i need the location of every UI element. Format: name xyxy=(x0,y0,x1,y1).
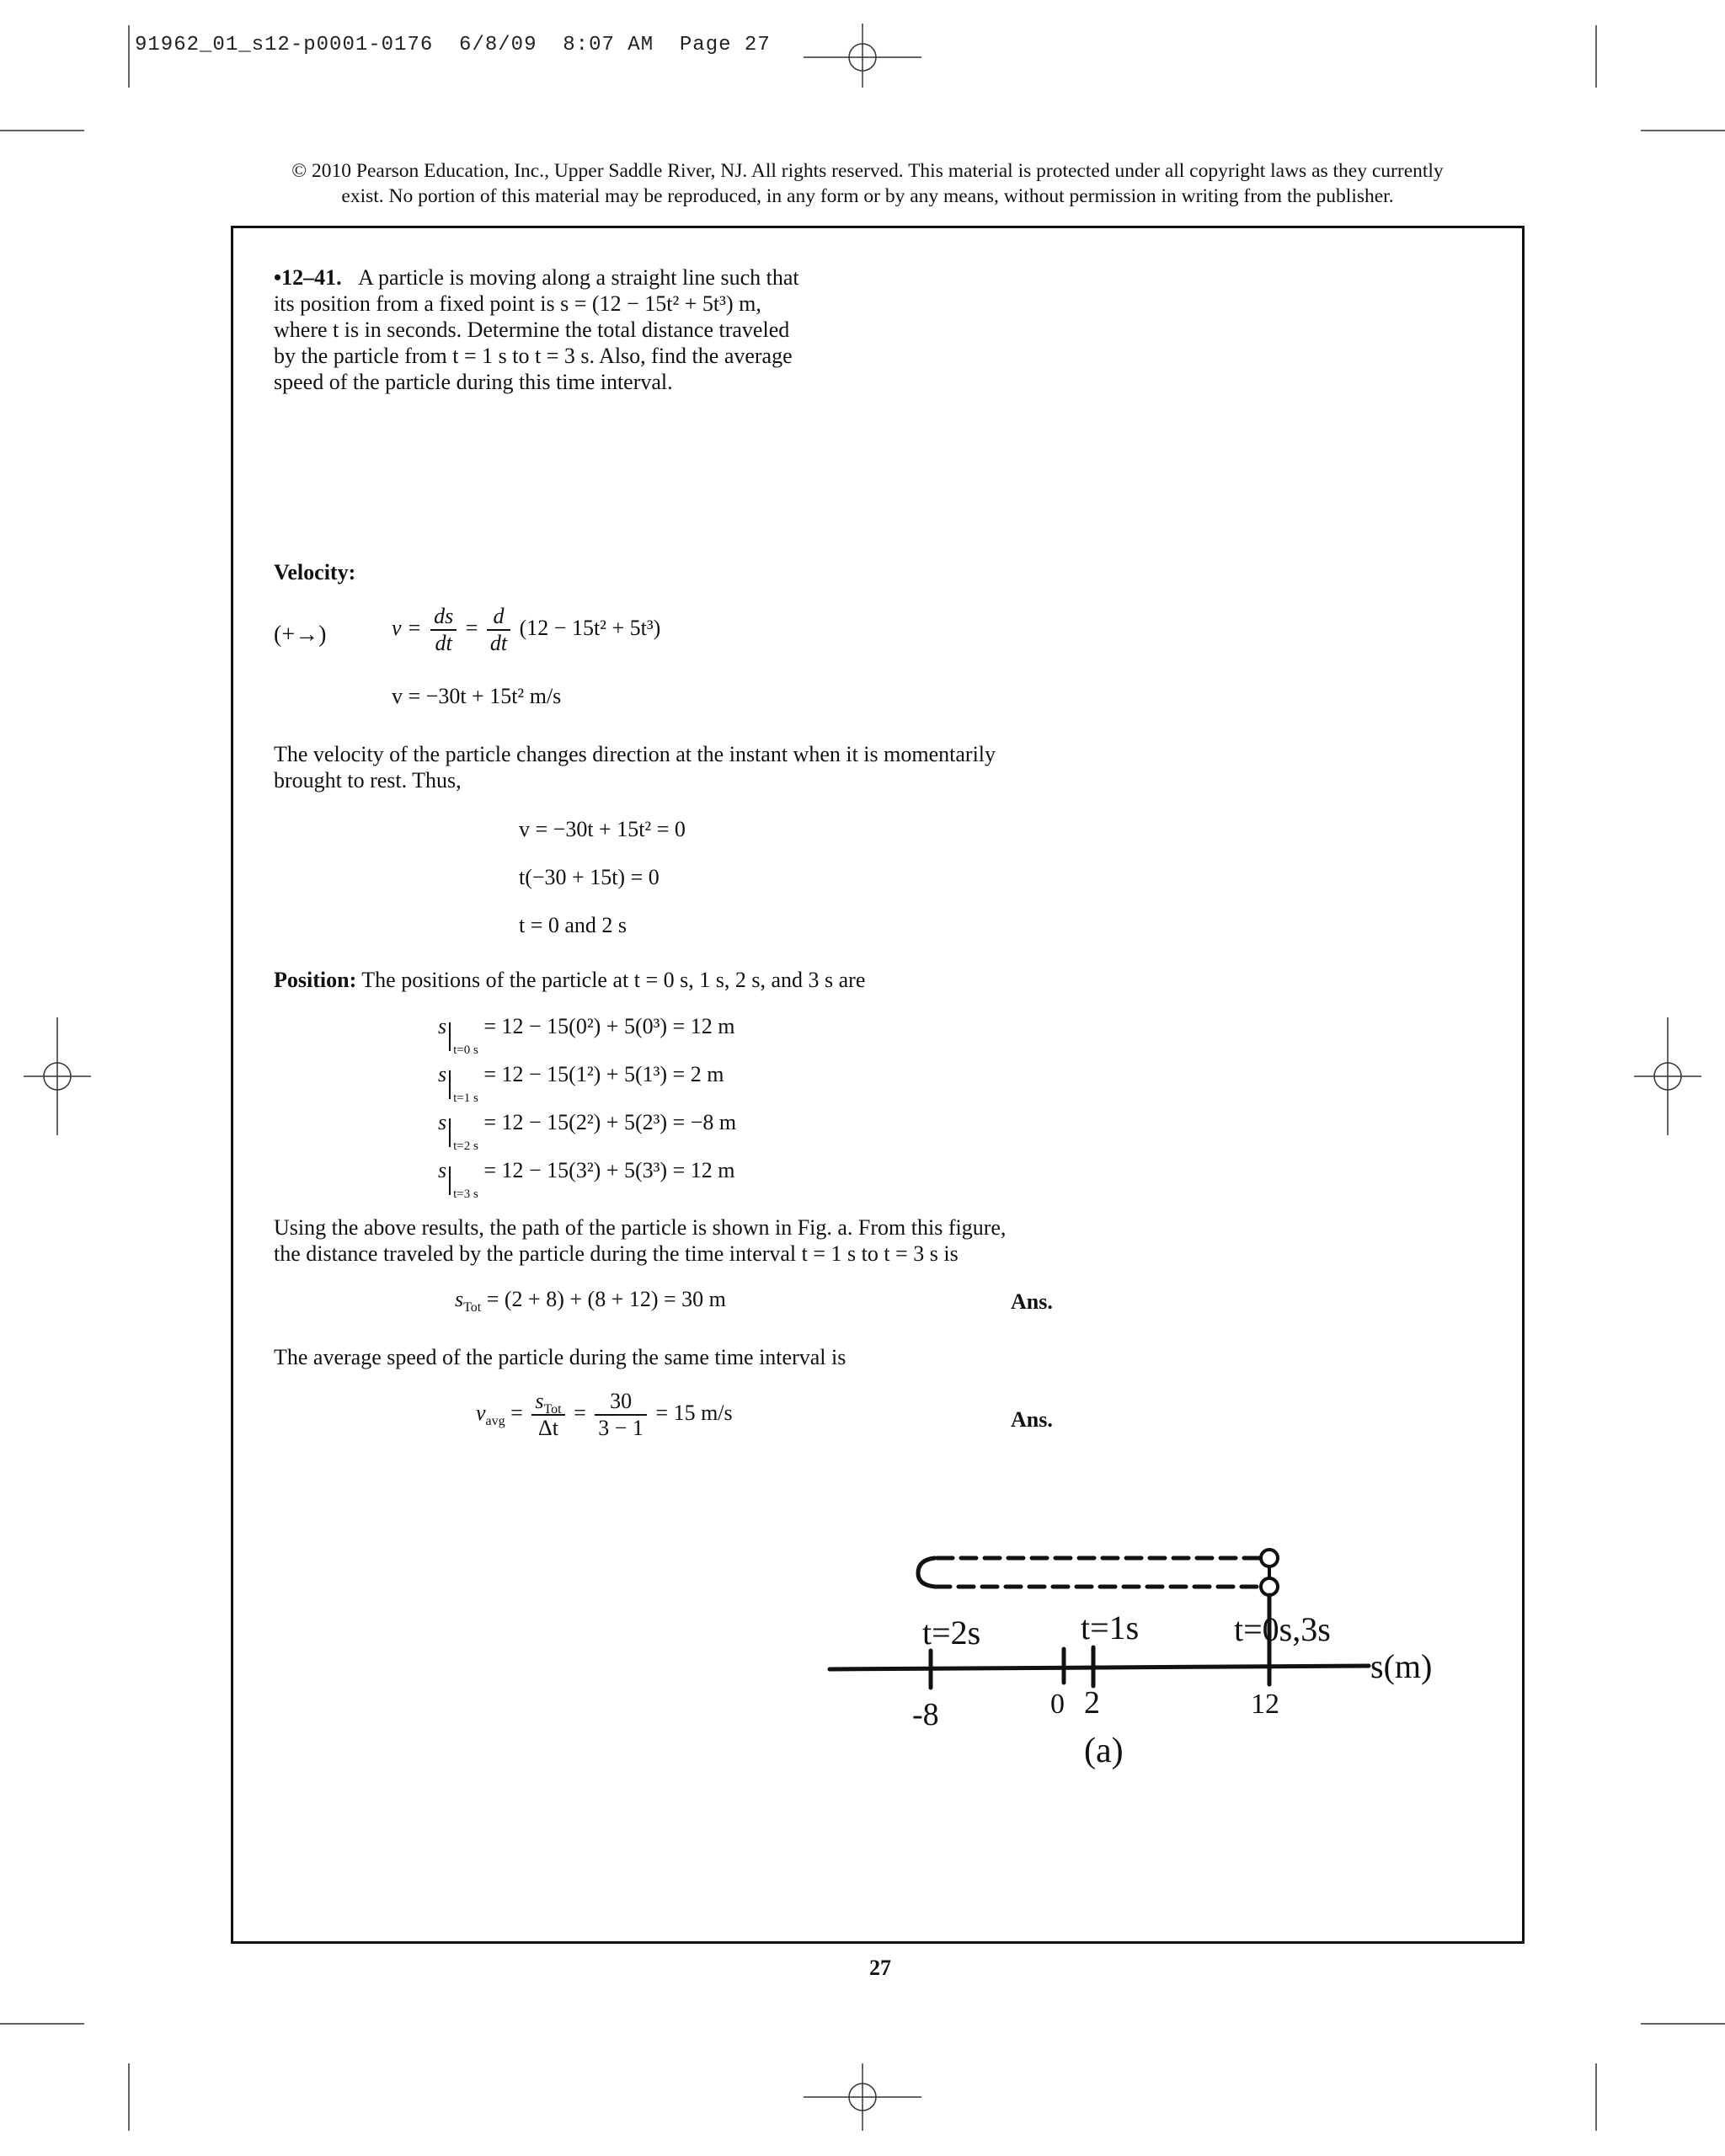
s-symbol: s xyxy=(438,1110,447,1134)
eq1-equals: = xyxy=(465,615,478,640)
position-intro-text: The positions of the particle at t = 0 s, 1 s, 2 s, and 3 s are xyxy=(361,968,866,992)
problem-line-1-text: A particle is moving along a straight line such that xyxy=(358,265,799,290)
fraction-numerator: ds xyxy=(430,605,457,631)
speed-intro: The average speed of the particle during the same time interval is xyxy=(274,1345,846,1369)
velocity-text-line-1: The velocity of the particle changes direction at the instant when it is momentarily xyxy=(274,742,996,766)
s-symbol: s xyxy=(438,1014,447,1038)
position-row-4 xyxy=(438,1158,735,1201)
total-distance-equation xyxy=(455,1287,726,1315)
fraction-denominator: 3 − 1 xyxy=(598,1416,644,1440)
problem-line-2: its position from a fixed point is s = (12 − 15t² + 5t³) m, xyxy=(274,291,761,316)
fraction-denominator: Δt xyxy=(537,1416,558,1440)
position-intro xyxy=(274,967,865,993)
problem-line-3: where t is in seconds. Determine the total distance traveled xyxy=(274,318,790,342)
position-row-4-rhs: = 12 − 15(3²) + 5(3³) = 12 m xyxy=(483,1158,735,1182)
tot-subscript: Tot xyxy=(543,1402,562,1417)
d-dt-fraction xyxy=(487,605,510,655)
eq1-lhs: v = xyxy=(392,615,422,640)
position-row-3-rhs: = 12 − 15(2²) + 5(2³) = −8 m xyxy=(483,1110,737,1134)
fraction-numerator: 30 xyxy=(595,1390,647,1416)
copyright-line-2: exist. No portion of this material may be reproduced, in any form or by any means, without permission in writing from the publisher. xyxy=(341,185,1394,207)
v-avg-symbol: v xyxy=(476,1400,486,1425)
equals-sign: = xyxy=(510,1400,523,1425)
position-row-2-rhs: = 12 − 15(1²) + 5(1³) = 2 m xyxy=(483,1062,724,1086)
s-tot-symbol: s xyxy=(455,1287,464,1311)
problem-line-5: speed of the particle during this time interval. xyxy=(274,370,673,394)
distance-text-line-1: Using the above results, the path of the particle is shown in Fig. a. From this figure, xyxy=(274,1215,1007,1240)
tot-subscript: Tot xyxy=(463,1300,482,1315)
roots-equation: t = 0 and 2 s xyxy=(519,913,628,937)
axis-label: s(m) xyxy=(1370,1647,1433,1685)
evaluation-subscript: t=1 s xyxy=(453,1091,478,1105)
s-axis-line xyxy=(830,1666,1369,1669)
tick-label-12: 12 xyxy=(1251,1689,1279,1720)
ds-dt-fraction xyxy=(430,605,457,655)
fraction-denominator: dt xyxy=(489,631,508,655)
end-point-marker xyxy=(1261,1578,1278,1595)
page-number: 27 xyxy=(869,1956,891,1980)
position-row-2 xyxy=(438,1062,724,1105)
position-row-1-rhs: = 12 − 15(0²) + 5(0³) = 12 m xyxy=(483,1014,735,1038)
time-label-t2: t=2s xyxy=(922,1614,981,1652)
velocity-heading: Velocity: xyxy=(274,560,356,584)
answer-label-2: Ans. xyxy=(1011,1407,1053,1432)
velocity-text-line-2: brought to rest. Thus, xyxy=(274,768,462,792)
velocity-zero-equation: v = −30t + 15t² = 0 xyxy=(519,817,686,841)
s-symbol: s xyxy=(535,1389,544,1413)
problem-statement xyxy=(274,264,846,395)
average-speed-result: = 15 m/s xyxy=(655,1400,733,1425)
velocity-text xyxy=(274,741,996,793)
print-slug: 91962_01_s12-p0001-0176 6/8/09 8:07 AM Page 27 xyxy=(135,34,771,56)
fraction-numerator xyxy=(531,1390,564,1416)
evaluation-subscript: t=0 s xyxy=(453,1043,478,1057)
start-point-marker xyxy=(1261,1550,1278,1566)
distance-text-line-2: the distance traveled by the particle during the time interval t = 1 s to t = 3 s is xyxy=(274,1241,959,1266)
tick-label-2: 2 xyxy=(1084,1685,1100,1721)
path-figure xyxy=(821,1533,1503,1785)
total-distance-rhs: = (2 + 8) + (8 + 12) = 30 m xyxy=(486,1287,726,1311)
fraction-denominator: dt xyxy=(435,631,452,655)
evaluation-bar xyxy=(449,1166,478,1201)
particle-path-turn xyxy=(918,1558,935,1587)
time-label-t1: t=1s xyxy=(1081,1609,1140,1646)
tick-label-minus-8: -8 xyxy=(912,1697,939,1732)
eq1-rhs: (12 − 15t² + 5t³) xyxy=(519,615,661,640)
fraction-numerator: d xyxy=(487,605,510,631)
average-speed-equation xyxy=(476,1390,733,1440)
evaluation-bar xyxy=(449,1022,478,1057)
equals-sign: = xyxy=(574,1400,586,1425)
s-symbol: s xyxy=(438,1158,447,1182)
evaluation-bar xyxy=(449,1118,478,1153)
velocity-derivative-equation xyxy=(392,605,660,655)
position-heading: Position: xyxy=(274,968,357,992)
distance-text xyxy=(274,1214,1006,1267)
numeric-fraction xyxy=(595,1390,647,1440)
position-row-3 xyxy=(438,1110,737,1153)
problem-number: •12–41. xyxy=(274,265,342,290)
time-label-t0-t3: t=0s,3s xyxy=(1234,1610,1331,1648)
s-symbol: s xyxy=(438,1062,447,1086)
problem-line-4: by the particle from t = 1 s to t = 3 s. Also, find the average xyxy=(274,344,793,368)
evaluation-subscript: t=2 s xyxy=(453,1139,478,1153)
tick-label-0: 0 xyxy=(1050,1689,1065,1720)
copyright-line-1: © 2010 Pearson Education, Inc., Upper Saddle River, NJ. All rights reserved. This material is protected under all copyright laws as they currently xyxy=(291,160,1444,182)
position-row-1 xyxy=(438,1014,735,1057)
problem-line-1 xyxy=(274,264,846,291)
evaluation-bar xyxy=(449,1070,478,1105)
avg-subscript: avg xyxy=(485,1413,505,1428)
evaluation-subscript: t=3 s xyxy=(453,1187,478,1201)
sign-convention: (+→) xyxy=(274,622,327,648)
s-tot-over-dt-fraction xyxy=(531,1390,564,1440)
figure-caption: (a) xyxy=(1084,1732,1124,1770)
copyright-notice xyxy=(227,158,1508,209)
factored-equation: t(−30 + 15t) = 0 xyxy=(519,865,660,889)
answer-label-1: Ans. xyxy=(1011,1289,1053,1314)
velocity-equation: v = −30t + 15t² m/s xyxy=(392,684,562,708)
